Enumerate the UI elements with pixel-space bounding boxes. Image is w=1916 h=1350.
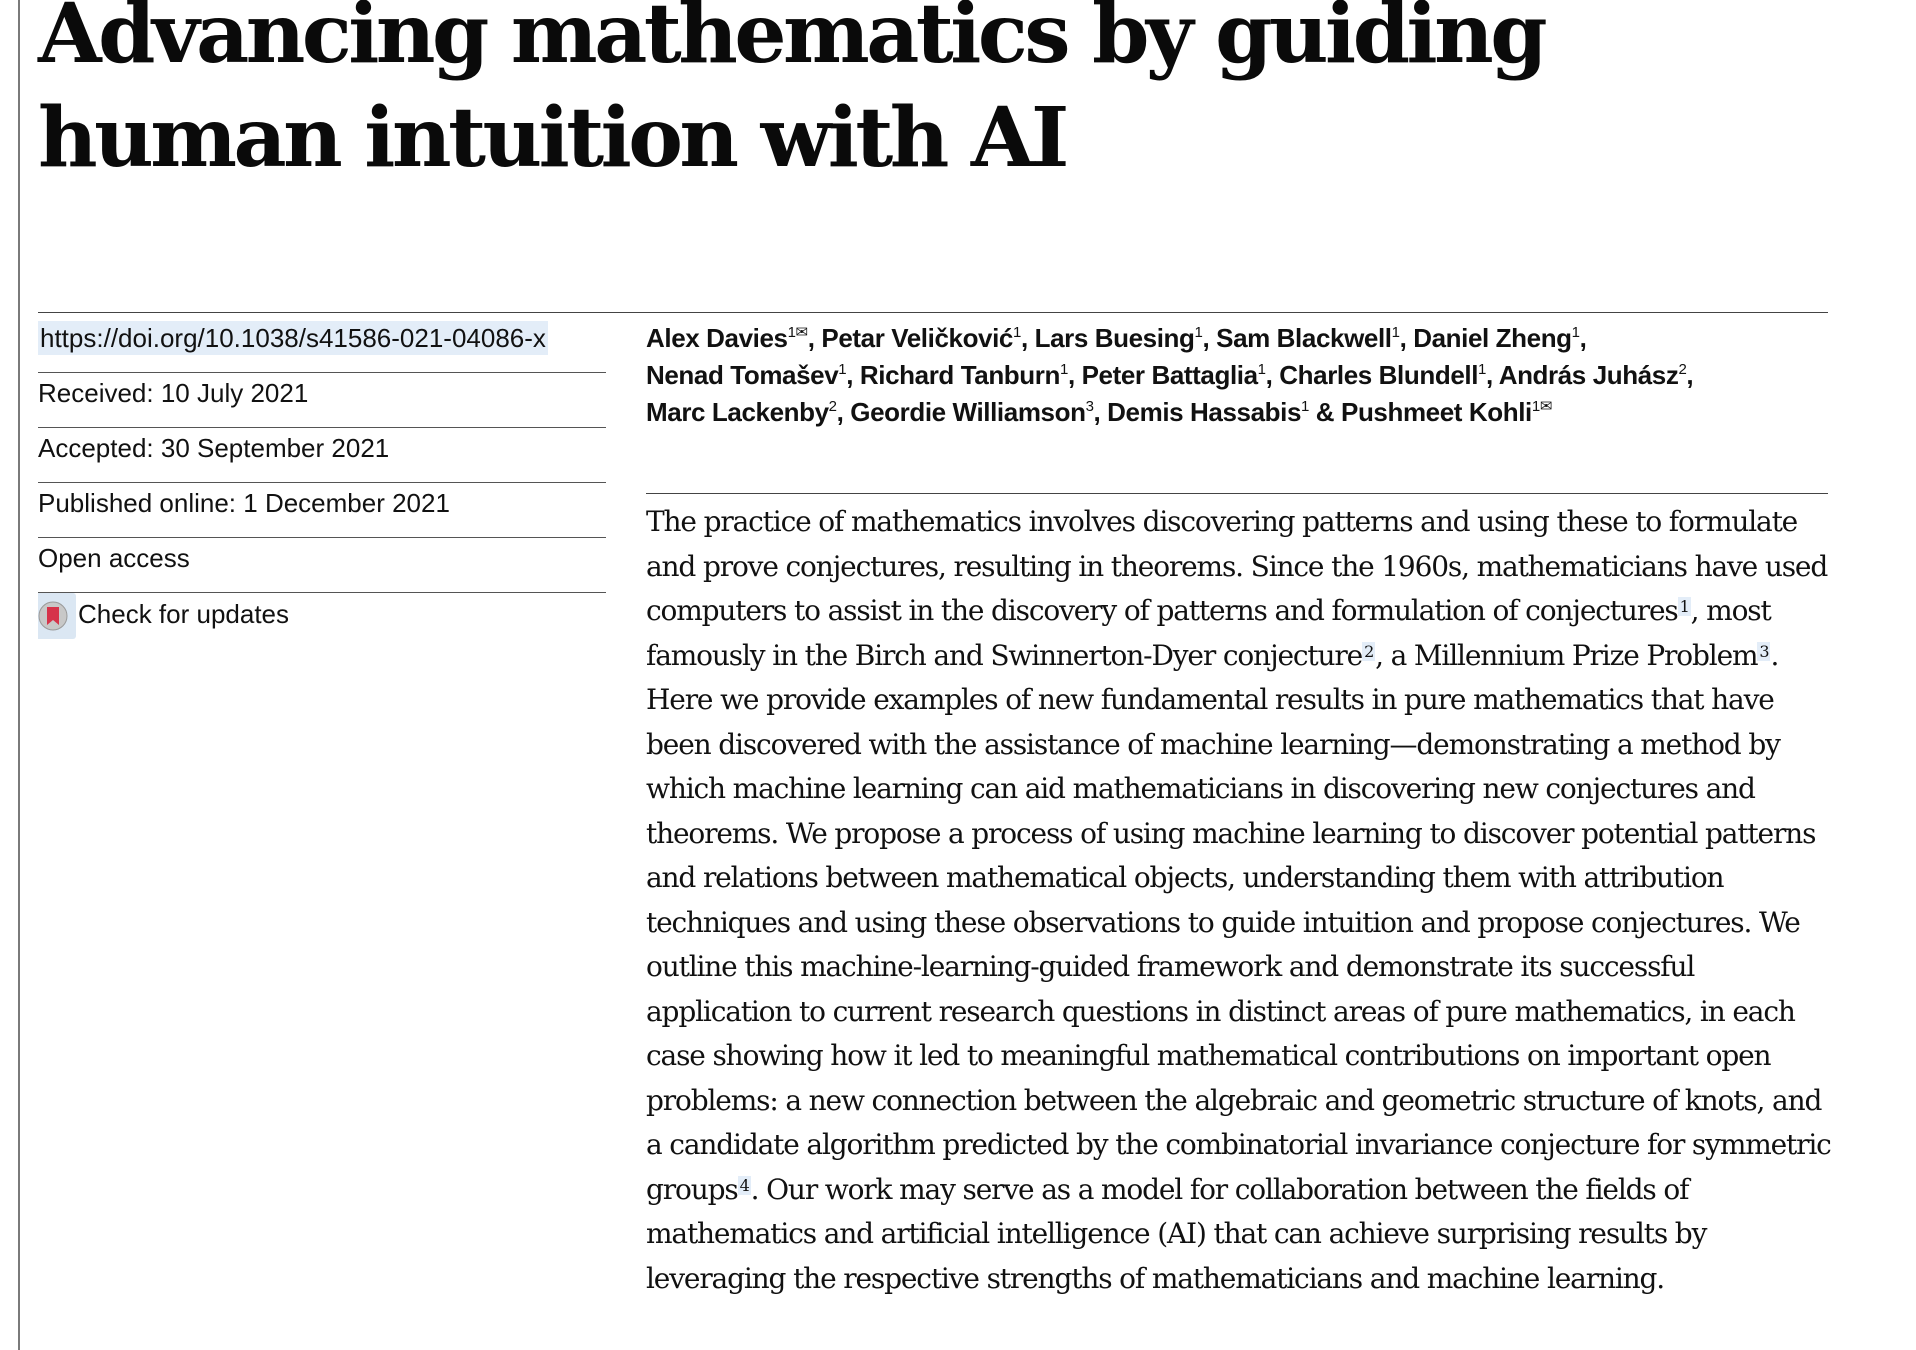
reference-link[interactable]: 2 xyxy=(1364,641,1374,661)
author-affiliation: 1 xyxy=(787,324,796,341)
author-name[interactable]: Alex Davies xyxy=(646,323,788,353)
author-name[interactable]: Lars Buesing xyxy=(1034,323,1195,353)
envelope-icon[interactable]: ✉ xyxy=(795,324,808,341)
author-list: Alex Davies$^{1✉}$, Petar Veličković$^1$, Lars Buesing$^1$, Sam Blackwell$^1$, Daniel Zheng$^1$, Nenad Tomašev$^1$, Richard Tanburn$^1$, Peter Battaglia$^1$, Charles Blundell$^1$, András Juhász$^2$, Marc Lackenby$^2$, Geordie Williamson$^3$, Demis Hassabis$^1$ & Pushmeet Kohli$^{1✉}$ xyxy=(646,323,1694,427)
author-affiliation: 1 xyxy=(1257,361,1266,378)
abstract-text: , a Millennium Prize Problem xyxy=(1375,638,1758,672)
doi-link[interactable]: https://doi.org/10.1038/s41586-021-04086-x xyxy=(40,323,546,353)
abstract xyxy=(646,500,1836,1301)
abstract-text: The practice of mathematics involves discovering patterns and using these to formulate and prove conjectures, resulting in theorems. Since the 1960s, mathematicians have used computers to assist in the discovery of patterns and formulation of conjectures xyxy=(646,505,1828,627)
author-name[interactable]: Pushmeet Kohli xyxy=(1341,397,1532,427)
abstract-text: , most famously in the Birch and Swinnerton-Dyer conjecture xyxy=(646,594,1771,672)
author-affiliation: 2 xyxy=(1678,361,1687,378)
published-date: Published online: 1 December 2021 xyxy=(38,483,606,538)
author-name[interactable]: András Juhász xyxy=(1498,360,1679,390)
author-name[interactable]: Richard Tanburn xyxy=(859,360,1060,390)
author-name[interactable]: Sam Blackwell xyxy=(1216,323,1392,353)
open-access-label: Open access xyxy=(38,538,606,593)
author-name[interactable]: Charles Blundell xyxy=(1279,360,1479,390)
author-affiliation: 1 xyxy=(1013,324,1021,341)
received-date: Received: 10 July 2021 xyxy=(38,373,606,428)
abstract-text: . Our work may serve as a model for collaboration between the fields of mathematics and artificial intelligence (AI) that can achieve surprising results by leveraging the respective strengths of mathematicians and machine learning. xyxy=(646,1172,1707,1295)
author-name[interactable]: Nenad Tomašev xyxy=(646,360,839,390)
article-metadata xyxy=(38,318,606,647)
author-affiliation: 1 xyxy=(1391,324,1400,341)
author-name[interactable]: Marc Lackenby xyxy=(646,397,829,427)
author-name[interactable]: Daniel Zheng xyxy=(1413,323,1572,353)
author-affiliation: 2 xyxy=(828,398,837,415)
reference-link[interactable]: 3 xyxy=(1759,641,1769,661)
envelope-icon[interactable]: ✉ xyxy=(1539,398,1552,415)
page-left-border xyxy=(18,0,20,1350)
author-affiliation: 1 xyxy=(1301,398,1309,415)
abstract-text: . Here we provide examples of new fundamental results in pure mathematics that have been discovered with the assistance of machine learning—demonstrating a method by which machine learning can aid mathematicians in discovering new conjectures and theorems. We propose a process of using machine learning to discover potential patterns and relations between mathematical objects, understanding them with attribution techniques and using these observations to guide intuition and propose conjectures. We outline this machine-learning-guided framework and demonstrate its successful application to current research questions in distinct areas of pure mathematics, in each case showing how it led to meaningful mathematical contributions on important open problems: a new connection between the algebraic and geometric structure of knots, and a candidate algorithm predicted by the combinatorial invariance conjecture for symmetric groups xyxy=(646,638,1831,1206)
author-name[interactable]: Petar Veličković xyxy=(821,323,1013,353)
reference-link[interactable]: 4 xyxy=(739,1175,749,1195)
article-title: Advancing mathematics by guiding human intuition with AI xyxy=(38,0,1545,186)
accepted-date: Accepted: 30 September 2021 xyxy=(38,428,606,483)
author-affiliation: 3 xyxy=(1085,398,1094,415)
author-name[interactable]: Geordie Williamson xyxy=(850,397,1086,427)
author-name[interactable]: Peter Battaglia xyxy=(1081,360,1258,390)
header-divider xyxy=(38,312,1828,313)
author-affiliation: 1 xyxy=(838,361,847,378)
author-affiliation: 1 xyxy=(1194,324,1203,341)
check-updates-icon xyxy=(38,593,76,639)
check-updates-label: Check for updates xyxy=(78,598,290,629)
author-divider xyxy=(646,493,1828,494)
author-affiliation: 1 xyxy=(1059,361,1068,378)
check-for-updates-button[interactable] xyxy=(38,593,606,647)
doi-row xyxy=(38,318,606,373)
author-affiliation: 1 xyxy=(1531,398,1540,415)
author-affiliation: 1 xyxy=(1571,324,1580,341)
reference-link[interactable]: 1 xyxy=(1679,597,1689,616)
author-affiliation: 1 xyxy=(1478,361,1486,378)
author-name[interactable]: Demis Hassabis xyxy=(1107,397,1302,427)
